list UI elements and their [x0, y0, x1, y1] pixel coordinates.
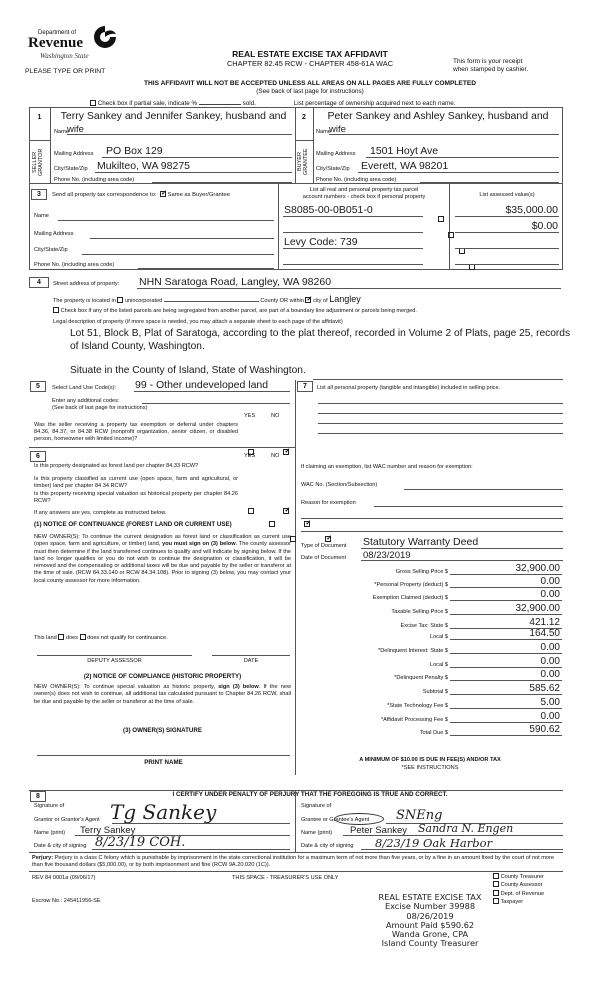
section6-no-checkbox[interactable]: [304, 521, 310, 527]
corr-city-field[interactable]: [82, 254, 274, 255]
stamp-date: 08/26/2019: [406, 910, 454, 921]
copy-recipient-item: County Assessor: [493, 881, 544, 889]
assessed-value-field[interactable]: $35,000.00: [505, 204, 558, 216]
partial-sale-row: [90, 98, 570, 107]
segregated-row: Check box if any of the listed parcels are being segregated from another parcel, are part of a boundary line adjustment or parcels being merged.: [53, 307, 563, 314]
form-id: REV 84 0001a (09/06/17): [32, 875, 96, 881]
grantee-signature[interactable]: SNEng: [396, 808, 443, 823]
minimum-due-note: A MINIMUM OF $10.00 IS DUE IN FEE(S) AND/OR TAX: [359, 757, 501, 763]
buyer-mailing-field[interactable]: 1501 Hoyt Ave: [370, 145, 439, 157]
s6-yes-header: YES: [244, 453, 256, 459]
seller-phone-label: Phone No. (including area code): [54, 177, 135, 183]
copy-recipient-item: Taxpayer: [493, 898, 544, 906]
section-8-number: 8: [30, 791, 46, 802]
receipt-note-1: This form is your receipt: [453, 58, 523, 65]
stamp-treasurer-name: Wanda Grone, CPA: [391, 929, 469, 940]
partial-sale-label: Check box if partial sale, indicate %: [97, 100, 198, 107]
exemption-claim-label: If claiming an exemption, list WAC number and reason for exemption:: [301, 464, 473, 470]
escrow-number: 245411956-SE: [63, 898, 101, 904]
personal-property-field-2[interactable]: [318, 413, 563, 414]
legal-desc-label: Legal description of property (if more space is needed, you may attach a separate sheet to each page of the affidavit): [53, 319, 343, 325]
amount-value-field[interactable]: 5.00: [540, 697, 560, 708]
does-qualify-checkbox[interactable]: [58, 634, 64, 640]
copy-recipient-checkbox[interactable]: [493, 881, 499, 887]
amount-label: Subtotal $: [422, 689, 448, 695]
personal-property-field-4[interactable]: [318, 433, 563, 434]
corr-name-label: Name: [34, 213, 49, 219]
amount-label: *State Technology Fee $: [387, 703, 448, 709]
parcel-account-field[interactable]: Levy Code: 739: [284, 236, 358, 248]
copy-recipient-item: Dept. of Revenue: [493, 890, 544, 898]
s5-no-header: NO: [271, 413, 280, 419]
logo-dept-text: Department of: [38, 30, 77, 36]
corr-name-field[interactable]: [58, 220, 274, 221]
amount-value-field[interactable]: 0.00: [540, 576, 560, 587]
county-field[interactable]: [164, 296, 259, 302]
seller-name-line2[interactable]: wife: [67, 124, 84, 135]
treasurer-use-label: THIS SPACE - TREASURER'S USE ONLY: [232, 875, 339, 881]
same-as-buyer-checkbox[interactable]: [160, 191, 166, 197]
grantee-name-label: Name (print): [301, 830, 333, 836]
amount-label: *Delinquent Penalty $: [394, 675, 448, 681]
assessed-header: List assessed value(s): [479, 192, 535, 198]
section-5-number: 5: [30, 381, 46, 392]
land-use-label: Select Land Use Code(s):: [52, 385, 117, 391]
buyer-grantee-label: BUYER GRANTEE: [297, 148, 309, 176]
amount-value-field[interactable]: 32,900.00: [515, 563, 560, 574]
grantor-sig-label-1: Signature of: [34, 803, 65, 809]
grantor-date-field[interactable]: 8/23/19 COH.: [95, 835, 186, 850]
reason-field[interactable]: [374, 506, 563, 507]
personal-property-checkbox[interactable]: [438, 216, 444, 222]
owner-signature-field[interactable]: [37, 755, 290, 756]
corr-phone-label: Phone No. (including area code): [34, 262, 115, 268]
grantor-name-field[interactable]: Terry Sankey: [80, 825, 136, 836]
section-4-number: 4: [29, 277, 49, 288]
seller-phone-field[interactable]: [152, 176, 292, 183]
amount-value-field[interactable]: 0.00: [540, 656, 560, 667]
section6-question: Is this property designated as forest land per chapter 84.33 RCW?: [34, 463, 199, 469]
warning-banner: THIS AFFIDAVIT WILL NOT BE ACCEPTED UNLESS ALL AREAS ON ALL PAGES ARE FULLY COMPLETED: [143, 80, 477, 87]
seller-city-label: City/State/Zip: [54, 166, 88, 172]
buyer-phone-label: Phone No. (including area code): [316, 177, 397, 183]
doc-date-field[interactable]: 08/23/2019: [363, 550, 411, 561]
logo-state-text: Washington State: [40, 52, 89, 60]
partial-sale-checkbox[interactable]: [90, 100, 96, 106]
buyer-name-line1[interactable]: Peter Sankey and Ashley Sankey, husband and: [327, 110, 549, 122]
deputy-assessor-signature[interactable]: [37, 655, 192, 656]
notice2-title: (2) NOTICE OF COMPLIANCE (HISTORIC PROPERTY): [83, 673, 242, 680]
additional-codes-note: (See back of last page for instructions): [52, 405, 148, 411]
see-instructions-note: *SEE INSTRUCTIONS: [401, 765, 459, 771]
amount-value-field[interactable]: 164.50: [529, 628, 560, 639]
section6-question: Is this property classified as current use (open space, farm and agricultural, or timber) land per chapter 84 34 RCW?: [34, 476, 238, 489]
stamp-line-1: REAL ESTATE EXCISE TAX: [378, 892, 482, 902]
section6-yes-checkbox[interactable]: [269, 521, 275, 527]
assessed-value-field[interactable]: $0.00: [531, 220, 558, 232]
section-1-number: 1: [37, 114, 42, 121]
seller-grantor-label: SELLER GRANTOR: [32, 148, 44, 176]
notice1-text: NEW OWNER(S): To continue the current designation as forest land or classification as current use (open space, farm and agriculture, or timber) land, you must sign on (3) below. The county assessor must then determine if the land transferred continues to qualify and will indicate by signing below. If the land no longer qualifies or you do not wish to continue the designation or classification, it will be removed and the compensating or additional taxes will be due and payable by the seller or transferor at the time of sale. (RCW 84.33.140 or RCW 84.34.108). Prior to signing (3) below, you may contact your local county assessor for more information.: [34, 534, 291, 584]
amount-value-field[interactable]: 590.62: [529, 724, 560, 735]
personal-property-field-3[interactable]: [318, 423, 563, 424]
amount-label: Gross Selling Price $: [395, 569, 448, 575]
city-checkbox[interactable]: [305, 297, 311, 303]
amount-value-field[interactable]: 0.00: [540, 669, 560, 680]
legal-desc-line1[interactable]: Lot 51, Block B, Plat of Saratoga, according to the plat thereof, recorded in Volume 2 of Plats, page 25, records: [70, 328, 571, 339]
s6-no-header: NO: [271, 453, 280, 459]
additional-codes-field[interactable]: [142, 403, 290, 404]
form-title: REAL ESTATE EXCISE TAX AFFIDAVIT: [232, 49, 388, 59]
property-location-row: The property is located in unincorporated County OR within ✓ city of Langley: [53, 294, 553, 304]
buyer-city-label: City/State/Zip: [316, 166, 350, 172]
seller-exemption-no-checkbox[interactable]: [283, 449, 289, 455]
stamp-treasurer-title: Island County Treasurer: [381, 938, 479, 949]
section-2-number: 2: [302, 114, 306, 121]
unincorporated-checkbox[interactable]: [117, 297, 123, 303]
city-of-field[interactable]: Langley: [329, 294, 361, 304]
stamp-excise-number: Excise Number 39988: [384, 901, 476, 912]
treasurer-stamp: [350, 893, 510, 949]
doc-date-label: Date of Document: [301, 555, 347, 561]
section6-no-checkbox[interactable]: [283, 508, 289, 514]
buyer-phone-field[interactable]: [420, 176, 559, 183]
legal-desc-line2[interactable]: of Island County, Washington.: [70, 341, 205, 352]
grantor-sig-label-2: Grantor or Grantor's Agent: [34, 817, 100, 823]
street-label: Street address of property:: [53, 281, 120, 287]
amount-value-field[interactable]: 32,900.00: [515, 603, 560, 614]
personal-property-checkbox[interactable]: [448, 232, 454, 238]
notice2-text: NEW OWNER(S): To continue special valuation as historic property, sign (3) below. If the new owner(s) does not wish to continue, all additional tax calculated pursuant to Chapter 84.26 RCW, shall be due and payable by the seller or transferor at the time of sale.: [34, 684, 291, 705]
amount-label: Local $: [429, 662, 448, 668]
escrow-row: Escrow No.: 245411956-SE: [32, 898, 101, 904]
owner-signature-label: (3) OWNER(S) SIGNATURE: [123, 727, 202, 734]
logo-revenue-text: Revenue: [28, 35, 83, 51]
amount-value-field[interactable]: 0.00: [540, 711, 560, 722]
wac-field[interactable]: [404, 489, 563, 490]
section-7-number: 7: [297, 381, 313, 392]
seller-exemption-question: Was the seller receiving a property tax exemption or deferral under chapters 84.36, 84.37, or 84.38 RCW (nonprofit organization, senior citizen, or disabled person, homeowner with limited income)?: [34, 422, 238, 442]
if-yes-note: If any answers are yes, complete as instructed below.: [34, 510, 167, 516]
amount-label: Total Due $: [419, 730, 448, 736]
please-type-note: PLEASE TYPE OR PRINT: [25, 68, 106, 75]
sold-label: sold.: [242, 100, 256, 107]
wac-label: WAC No. (Section/Subsection): [301, 482, 378, 488]
amount-label: Exemption Claimed (deduct) $: [372, 595, 448, 601]
s5-yes-header: YES: [244, 413, 256, 419]
seller-mailing-field[interactable]: PO Box 129: [106, 145, 163, 157]
grantee-agent-circle: [334, 813, 384, 825]
additional-codes-label: Enter any additional codes:: [52, 398, 120, 404]
buyer-mailing-label: Mailing Address: [316, 151, 356, 157]
buyer-name-line2[interactable]: wife: [329, 124, 346, 135]
corr-mailing-field[interactable]: [90, 238, 274, 239]
grantee-date-field[interactable]: 8/23/19 Oak Harbor: [375, 836, 493, 850]
buyer-city-field[interactable]: Everett, WA 98201: [361, 160, 449, 172]
grantee-name-field[interactable]: Peter Sankey: [350, 825, 408, 836]
parcels-header: List all real and personal property tax parcel account numbers - check box if personal property: [302, 187, 426, 200]
grantee-agent-name[interactable]: Sandra N. Engen: [418, 822, 514, 835]
copy-recipient-checkbox[interactable]: [493, 873, 499, 879]
certify-statement: I CERTIFY UNDER PENALTY OF PERJURY THAT THE FOREGOING IS TRUE AND CORRECT.: [172, 791, 448, 798]
print-name-label: PRINT NAME: [144, 759, 183, 766]
amount-label: *Delinquent Interest: State $: [378, 648, 448, 654]
grantee-sig-label-1: Signature of: [301, 803, 332, 809]
receipt-note-2: when stamped by cashier.: [453, 66, 529, 73]
amount-value-field[interactable]: 421.12: [529, 617, 560, 628]
personal-property-field-1[interactable]: [318, 403, 563, 404]
partial-sale-percent-field[interactable]: [199, 98, 241, 105]
section6-no-checkbox[interactable]: [325, 536, 331, 542]
does-not-qualify-checkbox[interactable]: [80, 634, 86, 640]
corr-phone-field[interactable]: [138, 268, 274, 269]
dor-swirl-logo-icon: [92, 24, 118, 50]
section-6-number: 6: [30, 451, 46, 462]
amount-label: Taxable Selling Price $: [391, 609, 448, 615]
dor-logo: [28, 24, 138, 64]
grantee-sig-label-2: Grantee or Grantee's Agent: [301, 817, 370, 823]
land-use-field[interactable]: 99 - Other undeveloped land: [135, 379, 269, 391]
amount-label: *Personal Property (deduct) $: [374, 582, 448, 588]
continuance-row: This land does does not qualify for continuance.: [34, 635, 168, 641]
amount-label: Local $: [429, 634, 448, 640]
buyer-name-label: Name: [316, 129, 331, 135]
seller-mailing-label: Mailing Address: [54, 151, 94, 157]
grantor-signature[interactable]: Tg Sankey: [110, 800, 217, 824]
segregated-checkbox[interactable]: [53, 307, 59, 313]
notice1-title: (1) NOTICE OF CONTINUANCE (FOREST LAND OR CURRENT USE): [34, 521, 232, 528]
section-3-number: 3: [31, 189, 47, 200]
see-back-note: (See back of last page for instructions): [256, 88, 364, 95]
seller-city-field[interactable]: Mukilteo, WA 98275: [97, 160, 190, 172]
section6-yes-checkbox[interactable]: [248, 508, 254, 514]
corr-city-label: City/State/Zip: [34, 247, 68, 253]
deputy-assessor-label: DEPUTY ASSESSOR: [87, 658, 142, 664]
street-field[interactable]: NHN Saratoga Road, Langley, WA 98260: [139, 276, 332, 288]
amount-label: *Affidavit Processing Fee $: [380, 717, 448, 723]
grantor-date-label: Date & city of signing: [34, 843, 87, 849]
amount-label: Excise Tax: State $: [400, 623, 448, 629]
amount-value-field[interactable]: 585.62: [529, 683, 560, 694]
assessor-date-field[interactable]: [212, 655, 290, 656]
personal-property-label: List all personal property (tangible and intangible) included in selling price.: [317, 385, 501, 391]
perjury-notice: Perjury: Perjury is a class C felony which is punishable by imprisonment in the state correctional institution for a maximum term of not more than five years, or by a fine in an amount fixed by the court of not more than five thousand dollars ($5,000.00), or by both imprisonment and fine (RCW 9A.20.020 (1C)).: [32, 855, 555, 869]
date-label: DATE: [243, 658, 259, 664]
seller-name-line1[interactable]: Terry Sankey and Jennifer Sankey, husband and: [60, 110, 287, 122]
copy-recipient-item: County Treasurer: [493, 873, 544, 881]
grantor-name-label: Name (print): [34, 830, 66, 836]
amount-value-field[interactable]: 0.00: [540, 642, 560, 653]
parcel-account-field[interactable]: S8085-00-0B051-0: [284, 204, 373, 216]
form-subtitle: CHAPTER 82.45 RCW - CHAPTER 458-61A WAC: [226, 59, 394, 68]
correspondence-label: Send all property tax correspondence to: ✓ Same as Buyer/Grantee: [52, 191, 230, 198]
reason-field-2[interactable]: [301, 518, 563, 519]
ownership-note: List percentage of ownership acquired next to each name.: [293, 100, 456, 107]
grantee-date-label: Date & city of signing: [301, 843, 354, 849]
legal-desc-line3[interactable]: Situate in the County of Island, State of Washington.: [70, 365, 306, 376]
section6-question: Is this property receiving special valuation as historical property per chapter 84.26 RCW?: [34, 491, 238, 504]
seller-name-label: Name: [54, 129, 69, 135]
amount-value-field[interactable]: 0.00: [540, 589, 560, 600]
reason-label: Reason for exemption: [301, 500, 356, 506]
doc-type-field[interactable]: Statutory Warranty Deed: [363, 536, 479, 548]
reason-field-3[interactable]: [301, 531, 563, 532]
doc-type-label: Type of Document: [301, 543, 347, 549]
corr-mailing-label: Mailing Address: [34, 231, 74, 237]
stamp-amount-paid: Amount Paid $590.62: [385, 919, 475, 930]
